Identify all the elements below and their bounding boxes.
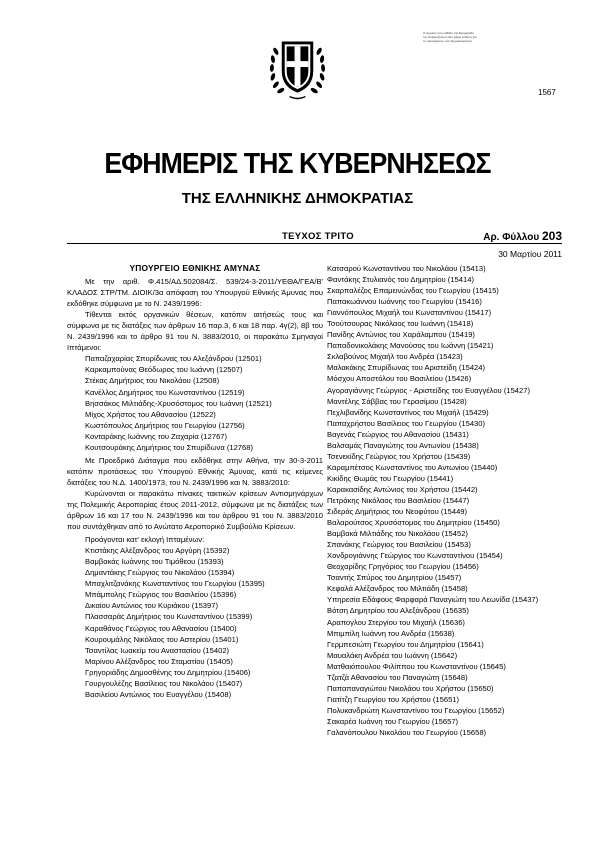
list-item: Μαυαλάκη Ανδρέα του Ιωάννη (15642) <box>327 650 458 660</box>
decision-paragraph: Με την αριθ. Φ.415/ΑΔ.502084/Σ. 539/24-3-2011/ΥΕΘΑ/ΓΕΑ/Β' ΚΛΑΔΟΣ ΣΤΡ/ΤΜ. ΔΙΟΙΚ/3α απόφαση του Υπουργού Εθνικής Άμυνας που εκδόθηκε σύμφωνα με το Ν. 2439/1996: <box>67 277 323 309</box>
officer-list-1 <box>67 353 323 452</box>
list-item: Μπαχλιτζανάκης Κωνσταντίνος του Γεωργίου (15395) <box>85 579 265 589</box>
list-item: Βαμβακάς Ιωάννης του Τιμόθεου (15393) <box>85 557 224 567</box>
list-item-wrapped: Αγοραγιάννης Γεώργιος - Αριστείδης του Ευαγγέλου (15427) <box>327 385 530 395</box>
list-item: Ματθαιόπουλου Φιλίππου του Κωνσταντίνου (15645) <box>327 661 506 671</box>
list-item: Κονταράκης Ιωάννης του Ζαχαρία (12767) <box>85 431 228 441</box>
list-item: Γαλανόπουλου Νικολάου του Γεωργίου (15658) <box>327 727 487 737</box>
gazette-title: ΕΦΗΜΕΡΙΣ ΤΗΣ ΚΥΒΕΡΝΗΣΕΩΣ <box>104 148 491 180</box>
issue-date: 30 Μαρτίου 2011 <box>498 249 562 259</box>
list-item: Αραπογλου Στεργίου του Μιχαήλ (15636) <box>327 617 465 627</box>
sheet-number-label <box>483 229 562 243</box>
list-item: Κατσαρού Κωνσταντίνου του Νικολάου (15413) <box>327 264 486 273</box>
list-item: Βαλσαμάς Παναγιώτης του Αντωνίου (15438) <box>327 440 479 450</box>
publisher-disclaimer-note: Ο φορέας που εκδίδει την Εφημερίδα της Κυβερνήσεως δεν φέρει ευθύνη για το περιεχόμενο των δημοσιευμάτων <box>423 31 477 44</box>
right-column <box>327 263 579 738</box>
officer-list-5 <box>327 605 579 738</box>
list-item: Βασιλείου Αντώνιος του Ευαγγέλου (15408) <box>85 689 232 699</box>
list-item: Παπακωάννου Ιωάννης του Γεωργίου (15416) <box>327 297 482 307</box>
list-item: Παπαπαναγιώτου Νικολάου του Χρήστου (15650) <box>327 683 494 693</box>
list-item: Σπανάκης Γεώργιος του Βασιλείου (15453) <box>327 540 471 550</box>
list-item: Παπαχρήστου Βασίλειος του Γεωργίου (15430) <box>327 418 486 428</box>
list-item: Σκλαβούνος Μιχαήλ του Ανδρέα (15423) <box>327 352 463 362</box>
list-item: Βαμβακά Μιλτιάδης του Νικολάου (15452) <box>327 529 468 539</box>
decree-paragraph: Με Προεδρικό Διάταγμα που εκδόθηκε στην Αθήνα, την 30-3-2011 κατόπιν προτάσεως του Υπουργού Εθνικής Άμυνας, κατά τις κείμενες διατάξεις του Ν.Δ. 1400/1973, του Ν. 2439/1996 και Ν. 3883/2010: <box>67 455 323 487</box>
list-item: Πλασσαράς Δημήτριος του Κωνσταντίνου (15399) <box>85 612 253 622</box>
list-item: Μόσχου Αποστόλου του Βασιλείου (15426) <box>327 374 472 384</box>
list-item: Παπαζαχαρίας Σπυρίδωνας του Αλεξάνδρου (12501) <box>85 354 262 364</box>
list-item: Γερμπεσιώτη Γεωργίου του Δημητρίου (15641) <box>327 639 484 649</box>
list-item: Μαντέλης Σάββας του Γερασίμου (15428) <box>327 396 467 406</box>
sheet-label: Αρ. Φύλλου <box>483 232 540 243</box>
list-item: Δικαίου Αντώνιος του Κυριάκου (15397) <box>85 601 218 611</box>
list-item: Βότση Δημητρίου του Αλεξάνδρου (15635) <box>327 606 469 616</box>
promotion-heading: Προάγονται κατ' εκλογή Ιπταμένων: <box>85 535 205 545</box>
list-item: Καραθάνος Γεώργιος του Αθανασίου (15400) <box>85 623 237 633</box>
list-item: Μίχος Χρήστος του Αθανασίου (12522) <box>85 409 216 419</box>
ratification-paragraph: Κυρώνονται οι παρακάτω πίνακες τακτικών κρίσεων Αντισμηνάρχων της Πολεμικής Αεροπορίας έτους 2011-2012, σύμφωνα με τις διατάξεις των άρθρων 16 και 17 του Ν. 2439/1996 και του άρθρου 91 του Ν. 3883/2010 που συντάχθηκαν από το Ανώτατο Αεροπορικό Συμβούλιο Κρίσεων. <box>67 488 323 532</box>
list-item: Κεφαλά Αλέξανδρος του Μιλτιάδη (15458) <box>327 584 468 594</box>
list-item: Μπιμπίλη Ιωάννη του Ανδρέα (15638) <box>327 628 455 638</box>
list-item: Φαντάκης Στυλιανός του Δημητρίου (15414) <box>327 275 474 285</box>
left-column <box>67 263 323 700</box>
list-item: Γιατίτζη Γεωργίου του Χρήστου (15651) <box>327 694 460 704</box>
sheet-number: 203 <box>541 229 562 243</box>
officer-list-4 <box>327 396 579 595</box>
issue-type: ΤΕΥΧΟΣ ΤΡΙΤΟ <box>282 231 354 242</box>
list-item: Πολυκανδριώτη Κωνσταντίνου του Γεωργίου (15652) <box>327 705 505 715</box>
list-item: Σιδεράς Δημήτριος του Νεοφύτου (15449) <box>327 507 468 517</box>
list-item: Κωστόπουλος Δημήτριος του Γεωργίου (12756) <box>85 420 245 430</box>
placement-paragraph: Τίθενται εκτός οργανικών θέσεων, κατόπιν αιτήσεώς τους και σύμφωνα με τις διατάξεις των άρθρων 16 παρ.3, 6 και 18 παρ. 4γ(2), 8β του Ν. 2439/1996 και το άρθρο 91 του Ν. 3883/2010, οι παρακάτω Σμηναγοί Ιπτάμενοι: <box>67 310 323 353</box>
list-item: Τσενεκίδης Γεώργιος του Χρήστου (15439) <box>327 451 471 461</box>
list-item: Σκαρπαλέζος Επαμεινώνδας του Γεωργίου (15415) <box>327 286 499 296</box>
list-item: Βαγενάς Γεώργιος του Αθανασίου (15431) <box>327 429 469 439</box>
ground-service-heading: Υπηρεσία Εδάφους Φαρφαρά Παναγιώτη του Λεωνίδα (15437) <box>327 595 539 605</box>
list-item: Κτιστάκης Αλέξανδρος του Αργύρη (15392) <box>85 546 230 556</box>
list-item: Πεχλιβανίδης Κωνσταντίνος του Μιχαήλ (15429) <box>327 407 489 417</box>
list-item: Κανέλλος Δημήτριος του Κωνσταντίνου (12519) <box>85 387 245 397</box>
list-item: Βαλαρούτσος Χρυσόστομος του Δημητρίου (15450) <box>327 518 500 528</box>
list-item: Θεοχαρίδης Γρηγόριος του Γεωργίου (15456) <box>327 562 479 572</box>
list-item: Μαρίνου Αλέξανδρος του Σταματίου (15405) <box>85 656 233 666</box>
gazette-subtitle: ΤΗΣ ΕΛΛΗΝΙΚΗΣ ΔΗΜΟΚΡΑΤΙΑΣ <box>181 190 414 207</box>
list-item: Σακαρέα Ιωάννη του Γεωργίου (15657) <box>327 716 459 726</box>
list-item: Χονδρογιάννης Γεώργιος του Κωνσταντίνου (15454) <box>327 551 503 561</box>
list-item: Γιαννόπουλος Μιχαήλ του Κωνσταντίνου (15417) <box>327 308 492 318</box>
list-item: Τσούτσουρας Νικόλαος του Ιωάννη (15418) <box>327 319 474 329</box>
list-item: Τσαντής Σπύρος του Δημητρίου (15457) <box>327 573 462 583</box>
ministry-heading: ΥΠΟΥΡΓΕΙΟ ΕΘΝΙΚΗΣ ΑΜΥΝΑΣ <box>129 263 261 273</box>
list-item: Βησσάκος Μιλτιάδης-Χρυσόστομος του Ιωάννη (12521) <box>85 398 272 408</box>
list-item: Γρηγοριάδης Δημοσθένης του Δημητρίου (15406) <box>85 667 251 677</box>
list-item: Παπαδονικολάκης Μανούσος του Ιωάννη (15421) <box>327 341 494 351</box>
list-item: Κουρουμάλης Νικόλαος του Αστερίου (15401) <box>85 634 239 644</box>
list-item: Τζατζά Αθανασίου του Παναγιώτη (15648) <box>327 672 468 682</box>
page-number: 1567 <box>538 88 556 97</box>
list-item: Πετράκης Νικόλαος του Βασιλείου (15447) <box>327 495 470 505</box>
officer-list-3 <box>327 263 579 385</box>
list-item: Κικίδης Θωμάς του Γεωργίου (15441) <box>327 473 454 483</box>
list-item: Μπάμπολης Γεώργιος του Βασιλείου (15396) <box>85 590 237 600</box>
list-item: Καρακασίδης Αντώνιος του Χρήστου (15442) <box>327 484 478 494</box>
list-item: Τσαντίλας Ιωακείμ του Αναστασίου (15402) <box>85 645 230 655</box>
list-item: Γουργουλέζης Βασίλειος του Νικολάου (15407) <box>85 678 243 688</box>
header-rule <box>67 243 562 244</box>
list-item: Δημαντάκης Γεώργιος του Νικολάου (15394) <box>85 568 235 578</box>
officer-list-2 <box>67 545 323 700</box>
list-item: Μαλακάκης Σπυρίδωνας του Αριστείδη (15424) <box>327 363 486 373</box>
list-item: Καρκαμπούνας Θεόδωρος του Ιωάννη (12507) <box>85 365 243 375</box>
list-item: Στέκας Δημήτριος του Νικολάου (12508) <box>85 376 220 386</box>
list-item: Πανίδης Αντώνιος του Χαράλαμπου (15419) <box>327 330 475 340</box>
list-item: Καραμπέτσος Κωνσταντίνος του Αντωνίου (15440) <box>327 462 498 472</box>
coat-of-arms-emblem <box>268 33 327 103</box>
list-item: Κουτσουράκης Δημήτριος του Σπυρίδωνα (12768) <box>85 442 254 452</box>
